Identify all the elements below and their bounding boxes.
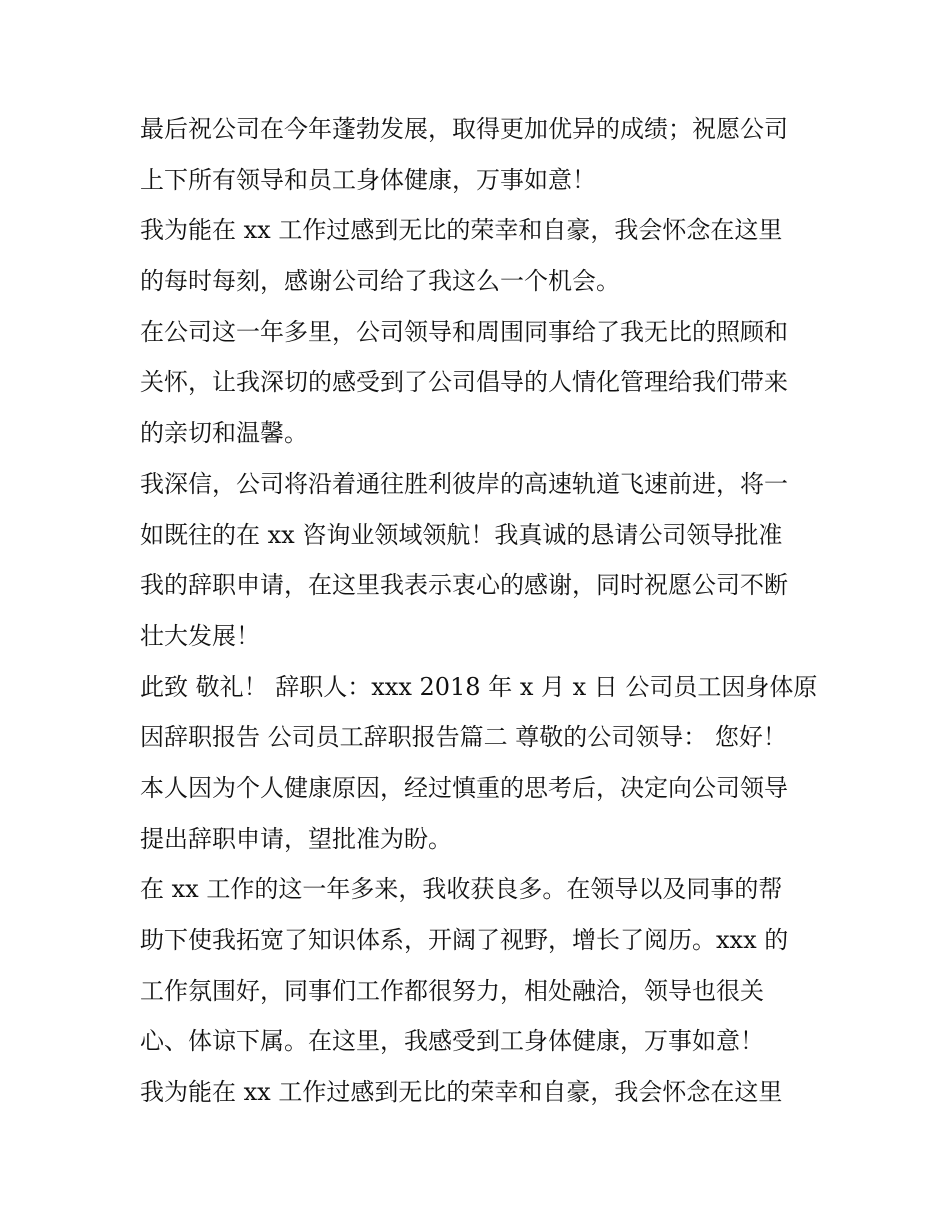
text-line: 最后祝公司在今年蓬勃发展，取得更加优异的成绩；祝愿公司 [140, 115, 788, 143]
text-line: 我的辞职申请，在这里我表示衷心的感谢，同时祝愿公司不断 [140, 571, 788, 600]
text-line: 因辞职报告 公司员工辞职报告篇二 尊敬的公司领导： 您好！ [140, 723, 787, 752]
text-line: 壮大发展！ [140, 621, 260, 650]
text-line: 我为能在 xx 工作过感到无比的荣幸和自豪，我会怀念在这里 [140, 1078, 783, 1107]
text-line: 关怀，让我深切的感受到了公司倡导的人情化管理给我们带来 [140, 368, 788, 397]
text-line: 我为能在 xx 工作过感到无比的荣幸和自豪，我会怀念在这里 [140, 216, 783, 245]
text-line: 心、体谅下属。在这里，我感受到工身体健康，万事如意！ [140, 1027, 764, 1056]
text-line: 此致 敬礼！ 辞职人：xxx 2018 年 x 月 x 日 公司员工因身体原 [140, 672, 818, 701]
text-line: 我深信，公司将沿着通往胜利彼岸的高速轨道飞速前进，将一 [140, 469, 788, 498]
text-line: 上下所有领导和员工身体健康，万事如意！ [140, 165, 596, 194]
text-line: 本人因为个人健康原因，经过慎重的思考后，决定向公司领导 [140, 773, 788, 802]
text-line: 提出辞职申请，望批准为盼。 [140, 824, 452, 853]
text-line: 助下使我拓宽了知识体系，开阔了视野，增长了阅历。xxx 的 [140, 926, 789, 954]
text-line: 如既往的在 xx 咨询业领域领航！我真诚的恳请公司领导批准 [140, 520, 783, 549]
document-body [140, 104, 820, 1118]
text-line: 的每时每刻，感谢公司给了我这么一个机会。 [140, 267, 620, 296]
text-line: 工作氛围好，同事们工作都很努力，相处融洽，领导也很关 [140, 976, 764, 1005]
text-line: 的亲切和温馨。 [140, 419, 308, 448]
text-line: 在公司这一年多里，公司领导和周围同事给了我无比的照顾和 [140, 317, 788, 346]
text-line: 在 xx 工作的这一年多来，我收获良多。在领导以及同事的帮 [140, 875, 783, 904]
